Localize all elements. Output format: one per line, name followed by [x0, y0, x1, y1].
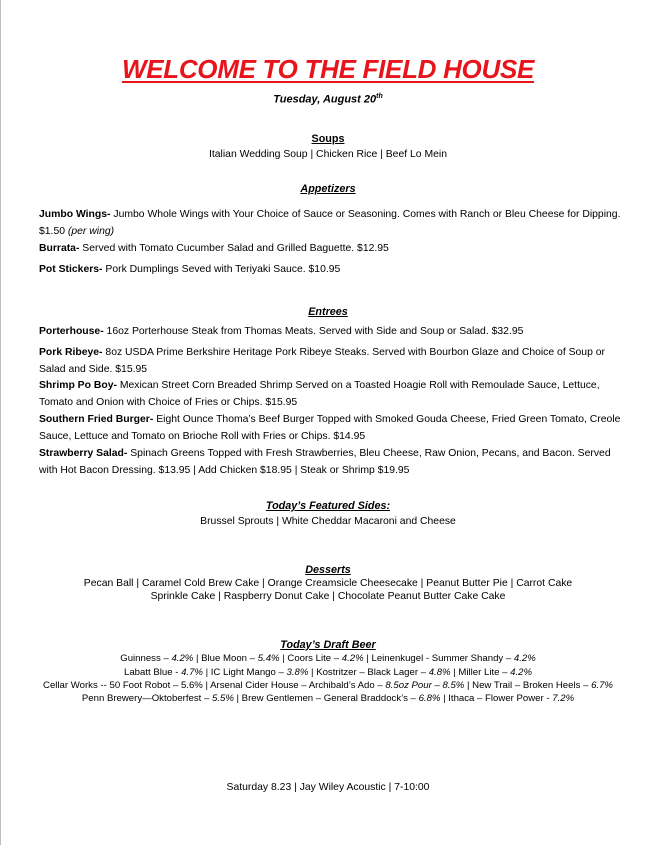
beer-abv: 7.2%: [552, 693, 575, 704]
beer-text: Labatt Blue -: [123, 667, 182, 678]
sides-heading: Today’s Featured Sides:: [265, 500, 391, 512]
beer-abv: 4.2%: [513, 653, 536, 664]
menu-item-pork-ribeye: [39, 345, 629, 378]
beer-text: Guinness –: [120, 653, 172, 664]
item-name: Jumbo Wings-: [39, 209, 111, 220]
beer-abv: 4.2%: [341, 653, 364, 664]
item-description: Pork Dumplings Seved with Teriyaki Sauce. $10.95: [102, 264, 341, 275]
appetizers-heading: Appetizers: [300, 183, 356, 195]
beer-list-line: [1, 680, 654, 691]
beer-abv: 4.8%: [428, 667, 451, 678]
beer-abv: 8.5oz Pour: [385, 680, 432, 691]
menu-item-shrimp-po-boy: [39, 378, 629, 411]
beer-abv: 6.7%: [591, 680, 613, 691]
beer-heading: Today’s Draft Beer: [280, 639, 376, 651]
item-description: Mexican Street Corn Breaded Shrimp Served on a Toasted Hoagie Roll with Remoulade Sauce, Lettuce, Tomato and Onion with Choice of Fries or Chips. $15.95: [39, 380, 600, 408]
beer-text: Penn Brewery—Oktoberfest –: [81, 693, 212, 704]
menu-item-strawberry-salad: [39, 446, 629, 479]
sides-list: Brussel Sprouts | White Cheddar Macaroni and Cheese: [200, 516, 456, 527]
item-name: Pork Ribeye-: [39, 347, 103, 358]
beer-text: –: [431, 680, 443, 691]
beer-text: | Brew Gentlemen – General Braddock’s –: [233, 693, 419, 704]
item-name: Southern Fried Burger-: [39, 414, 154, 425]
event-footer: Saturday 8.23 | Jay Wiley Acoustic | 7-10:00: [226, 782, 430, 793]
beer-abv: 8.5%: [442, 680, 465, 691]
menu-date: [1, 93, 654, 106]
beer-abv: 3.8%: [286, 667, 309, 678]
item-name: Porterhouse-: [39, 326, 104, 337]
item-description: Spinach Greens Topped with Fresh Strawberries, Bleu Cheese, Raw Onion, Pecans, and Bacon. Served with Hot Bacon Dressing. $13.95 | Add Chicken $18.95 | Steak or Shrimp $19.95: [39, 448, 611, 476]
desserts-list-line-1: Pecan Ball | Caramel Cold Brew Cake | Orange Creamsicle Cheesecake | Peanut Butter Pie | Carrot Cake: [83, 578, 573, 589]
desserts-heading: Desserts: [305, 564, 351, 576]
item-name: Strawberry Salad-: [39, 448, 128, 459]
beer-abv: 4.7%: [181, 667, 203, 678]
beer-text: | New Trail – Broken Heels –: [464, 680, 592, 691]
beer-text: | Leinenkugel - Summer Shandy –: [363, 653, 514, 664]
menu-item-jumbo-wings: [39, 207, 629, 240]
menu-item-burrata: [39, 241, 629, 258]
item-description: 8oz USDA Prime Berkshire Heritage Pork Ribeye Steaks. Served with Bourbon Glaze and Choice of Soup or Salad and Side. $15.95: [39, 347, 605, 375]
beer-abv: 4.2%: [510, 667, 533, 678]
soups-heading: Soups: [311, 133, 345, 145]
menu-item-porterhouse: [39, 324, 629, 341]
menu-item-pot-stickers: [39, 262, 629, 279]
item-description: Jumbo Whole Wings with Your Choice of Sauce or Seasoning. Comes with Ranch or Bleu Cheese for Dipping. $1.50: [39, 209, 621, 237]
soups-list: Italian Wedding Soup | Chicken Rice | Beef Lo Mein: [209, 149, 447, 160]
item-name: Shrimp Po Boy-: [39, 380, 117, 391]
page-title: WELCOME TO THE FIELD HOUSE: [121, 54, 535, 84]
item-description: Served with Tomato Cucumber Salad and Grilled Baguette. $12.95: [79, 243, 389, 254]
desserts-list-line-2: Sprinkle Cake | Raspberry Donut Cake | Chocolate Peanut Butter Cake Cake: [150, 591, 506, 602]
beer-text: | Ithaca – Flower Power -: [440, 693, 553, 704]
beer-text: | Coors Lite –: [279, 653, 342, 664]
item-note: (per wing): [67, 225, 115, 237]
item-description: Eight Ounce Thoma’s Beef Burger Topped with Smoked Gouda Cheese, Fried Green Tomato, Creole Sauce, Lettuce and Tomato on Brioche Roll with Fries or Chips. $14.95: [39, 414, 621, 442]
beer-list-line: [1, 693, 654, 704]
beer-text: | IC Light Mango –: [202, 667, 287, 678]
menu-item-southern-fried-burger: [39, 412, 629, 445]
beer-text: | Miller Lite –: [450, 667, 511, 678]
beer-abv: 6.8%: [418, 693, 441, 704]
beer-abv: 5.5%: [211, 693, 234, 704]
item-description: 16oz Porterhouse Steak from Thomas Meats. Served with Side and Soup or Salad. $32.95: [103, 326, 524, 337]
beer-list-line: [1, 653, 654, 664]
beer-abv: 5.4%: [257, 653, 280, 664]
item-name: Burrata-: [39, 243, 80, 254]
entrees-heading: Entrees: [308, 306, 348, 318]
beer-text: | Blue Moon –: [193, 653, 258, 664]
beer-text: Cellar Works -- 50 Foot Robot – 5.6% | Arsenal Cider House – Archibald’s Ado –: [43, 680, 386, 691]
beer-text: | Kostritzer – Black Lager –: [308, 667, 429, 678]
item-name: Pot Stickers-: [39, 264, 103, 275]
menu-date-text: Tuesday, August 20: [273, 93, 377, 106]
beer-list-line: [1, 667, 654, 678]
beer-abv: 4.2%: [171, 653, 194, 664]
menu-date-suffix: th: [376, 93, 383, 100]
